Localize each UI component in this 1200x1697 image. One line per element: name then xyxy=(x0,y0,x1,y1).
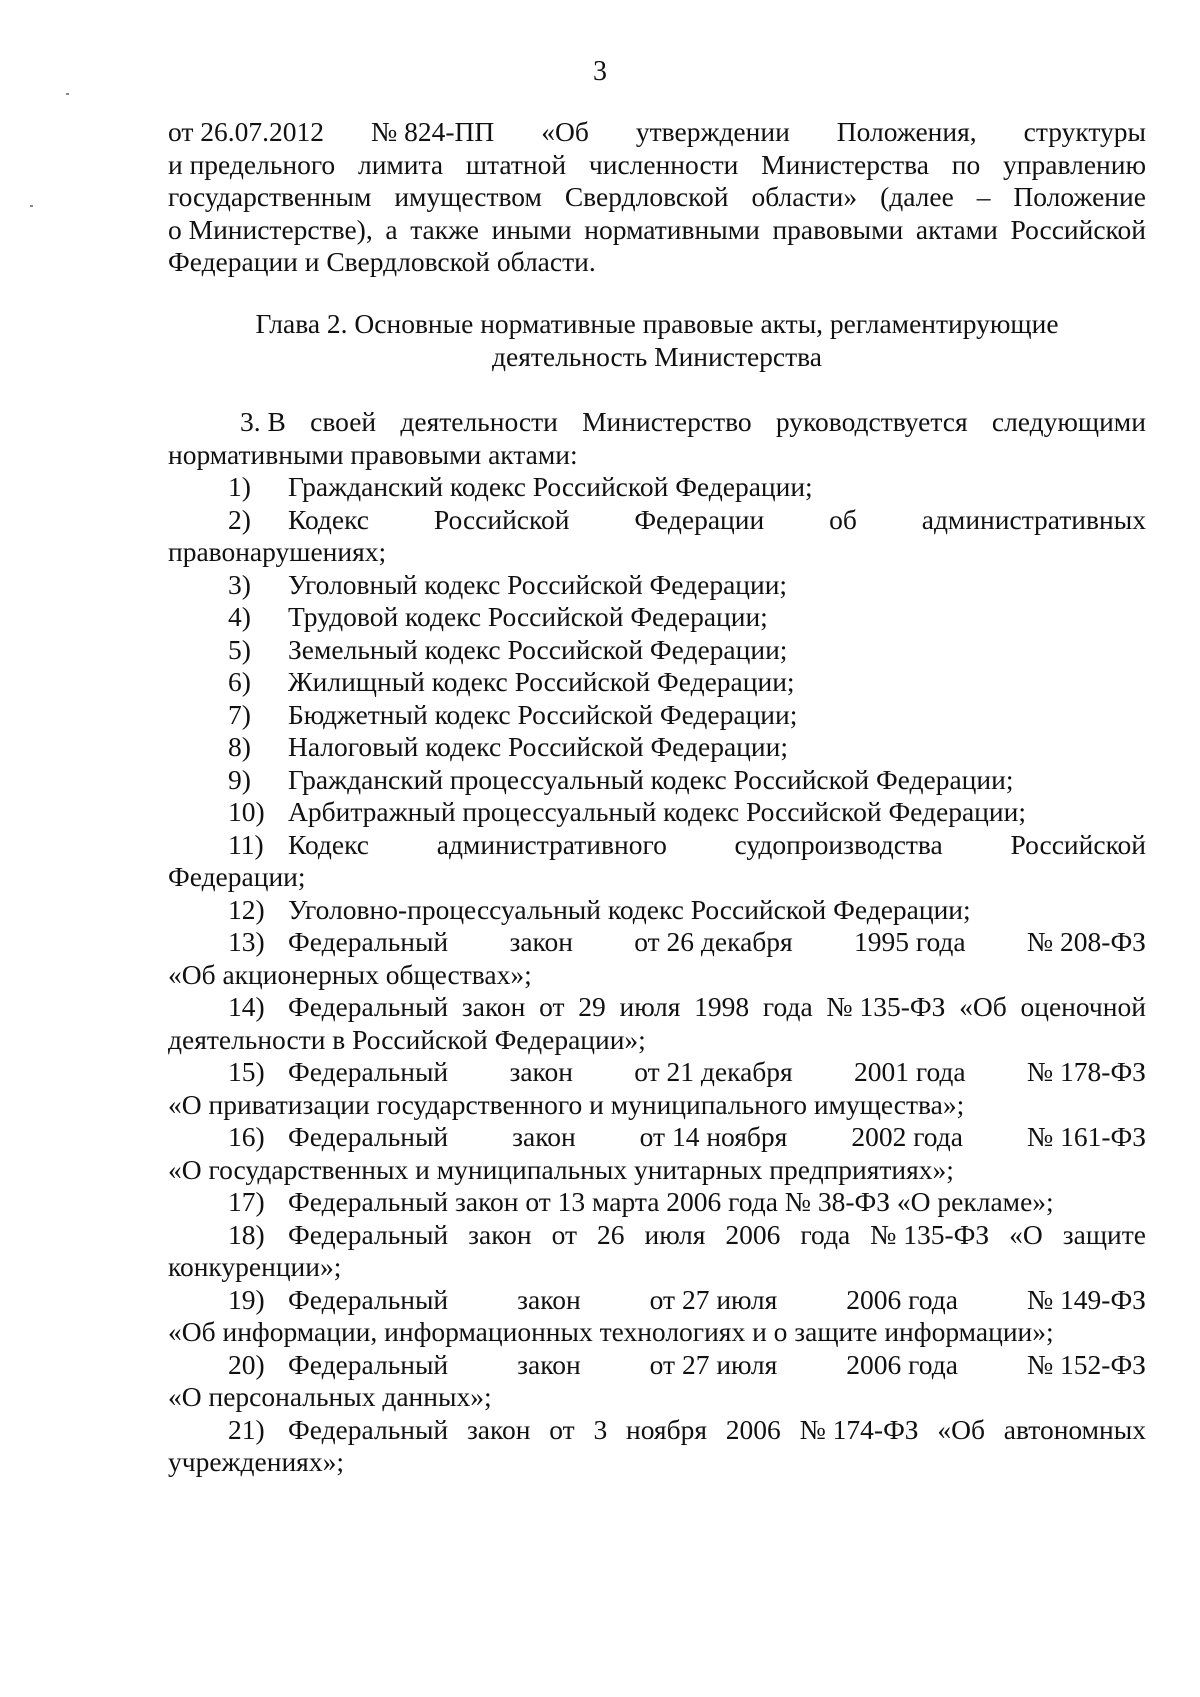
word: Кодекс xyxy=(288,503,370,535)
list-item-text xyxy=(288,1056,1146,1089)
word: от xyxy=(539,991,565,1022)
list-item-text xyxy=(288,1414,1146,1447)
word: Федерации и Свердловской области. xyxy=(168,246,596,277)
word: 2006 xyxy=(725,1413,781,1445)
list-item-text xyxy=(288,1186,1146,1219)
word: 3 xyxy=(593,1413,608,1445)
word: года xyxy=(762,991,813,1022)
word: Арбитражный процессуальный кодекс Российской Федерации; xyxy=(288,796,1026,827)
word: Министерство xyxy=(582,406,752,437)
list-item-first-line xyxy=(168,926,1146,959)
word: Федеральный закон от 13 марта 2006 года № 38-ФЗ «О рекламе»; xyxy=(288,1186,1054,1217)
word: автономных xyxy=(1003,1413,1146,1445)
word: защите xyxy=(1062,1218,1146,1250)
word: Федерации xyxy=(634,503,765,535)
list-item-text xyxy=(288,894,1146,927)
list-item-first-line xyxy=(168,699,1146,732)
list-item-first-line xyxy=(168,601,1146,634)
word: Российской xyxy=(433,503,570,535)
list-item xyxy=(168,894,1146,927)
list-item-continuation: Федерации; xyxy=(168,861,306,892)
chapter-heading-line-2: деятельность Министерства xyxy=(492,340,822,372)
word: года xyxy=(800,1218,851,1250)
list-item-text xyxy=(288,991,1146,1024)
list-item-continuation: «Об акционерных обществах»; xyxy=(168,958,532,990)
list-item-first-line xyxy=(168,894,1146,927)
list-item-text xyxy=(288,569,1146,602)
list-item xyxy=(168,1186,1146,1219)
list-item xyxy=(168,1056,1146,1121)
word: административных xyxy=(921,503,1146,535)
list-item xyxy=(168,666,1146,699)
word: Гражданский кодекс Российской Федерации; xyxy=(288,471,813,502)
list-item xyxy=(168,699,1146,732)
word: 26 xyxy=(597,1218,625,1250)
word: № 174-ФЗ xyxy=(799,1413,919,1445)
list-item-text xyxy=(288,764,1146,797)
list-item-first-line xyxy=(168,1349,1146,1382)
list-item-continuation: конкуренции»; xyxy=(168,1251,342,1282)
text-line xyxy=(168,246,1146,279)
text-line xyxy=(240,406,1146,439)
word: по xyxy=(951,148,981,180)
word: 3. В xyxy=(240,406,286,437)
word: «О xyxy=(1009,1218,1043,1250)
list-item-number: 6) xyxy=(228,666,251,697)
list-item-text xyxy=(288,1219,1146,1252)
list-item-text xyxy=(288,471,1146,504)
word: области» xyxy=(751,181,858,212)
word: № 135-ФЗ xyxy=(826,991,946,1022)
list-item-first-line xyxy=(168,1056,1146,1089)
list-item-first-line xyxy=(168,829,1146,862)
list-item-number: 19) xyxy=(228,1283,265,1315)
word: об xyxy=(829,503,857,535)
word: закон xyxy=(466,1413,531,1445)
list-item-first-line xyxy=(168,471,1146,504)
word: иными xyxy=(491,213,572,245)
list-item-number: 21) xyxy=(228,1413,265,1445)
word: управлению xyxy=(1003,148,1146,180)
list-item-number: 8) xyxy=(228,731,251,762)
word: Федеральный xyxy=(288,926,449,957)
word: Жилищный кодекс Российской Федерации; xyxy=(288,666,795,697)
word: закон xyxy=(517,1348,581,1380)
list-item-number: 1) xyxy=(228,471,251,502)
list-item-number: 7) xyxy=(228,698,251,730)
word: № 824-ПП xyxy=(371,116,495,147)
list-item xyxy=(168,601,1146,634)
word: от 21 декабря xyxy=(634,1056,793,1087)
word: 29 xyxy=(578,991,606,1022)
word: штатной xyxy=(465,148,567,180)
word: ноября xyxy=(625,1413,707,1445)
word: закон xyxy=(509,1056,573,1087)
word: 2006 года xyxy=(846,1283,958,1315)
word: утверждении xyxy=(635,116,790,147)
list-item-first-line xyxy=(168,569,1146,602)
word: июля xyxy=(644,1218,706,1250)
list-item-continuation: «Об информации, информационных технологиях и о защите информации»; xyxy=(168,1316,1054,1347)
word: № 161-ФЗ xyxy=(1026,1121,1146,1152)
list-item-text xyxy=(288,699,1146,732)
list-item-text xyxy=(288,504,1146,537)
list-item-number: 9) xyxy=(228,763,251,795)
word: закон xyxy=(517,1283,581,1315)
word: Российской xyxy=(1010,828,1146,860)
word: имуществом xyxy=(394,181,542,212)
word: административного xyxy=(436,828,667,860)
word: от 26 декабря xyxy=(634,926,793,957)
word: 2002 года xyxy=(851,1121,963,1152)
word: структуры xyxy=(1023,116,1146,147)
word: закон xyxy=(468,1218,532,1250)
lead-paragraph xyxy=(168,406,1146,471)
word: закон xyxy=(509,926,573,957)
list-item-number: 16) xyxy=(228,1121,265,1152)
list-item-number: 20) xyxy=(228,1348,265,1380)
list-item-text xyxy=(288,634,1146,667)
list-item-text xyxy=(288,601,1146,634)
word: актами xyxy=(915,213,998,245)
list-item xyxy=(168,471,1146,504)
list-item-continuation: «О приватизации государственного и муниципального имущества»; xyxy=(168,1088,965,1120)
list-item-number: 15) xyxy=(228,1056,265,1087)
word: закон xyxy=(461,991,526,1022)
list-item-number: 11) xyxy=(228,828,264,860)
list-item xyxy=(168,991,1146,1056)
word: руководствуется xyxy=(775,406,968,437)
word: Российской xyxy=(1010,213,1146,245)
text-line xyxy=(168,116,1146,149)
word: Федеральный xyxy=(288,991,449,1022)
word: от 14 ноября xyxy=(639,1121,788,1152)
list-item-text xyxy=(288,1349,1146,1382)
list-item-first-line xyxy=(168,634,1146,667)
word: Гражданский процессуальный кодекс Российской Федерации; xyxy=(288,763,1014,795)
word: нормативными xyxy=(584,213,760,245)
list-item xyxy=(168,926,1146,991)
list-item xyxy=(168,634,1146,667)
list-item xyxy=(168,1284,1146,1349)
list-item-number: 13) xyxy=(228,926,265,957)
word: Федеральный xyxy=(288,1348,449,1380)
word: от 27 июля xyxy=(649,1348,778,1380)
word: 1995 года xyxy=(853,926,966,957)
lead-line xyxy=(168,406,1146,439)
text-line xyxy=(168,214,1146,247)
word: Земельный кодекс Российской Федерации; xyxy=(288,633,788,665)
word: правовыми xyxy=(772,213,904,245)
list-item-first-line xyxy=(168,1414,1146,1447)
word: 1998 xyxy=(694,991,750,1022)
word: Федеральный xyxy=(288,1283,449,1315)
word: № 149-ФЗ xyxy=(1026,1283,1146,1315)
word: оценочной xyxy=(1020,991,1146,1022)
word: № 178-ФЗ xyxy=(1026,1056,1146,1087)
word: нормативными правовыми актами: xyxy=(168,438,578,470)
list-item-first-line xyxy=(168,731,1146,764)
word: государственным xyxy=(168,181,372,212)
list-item-number: 17) xyxy=(228,1186,265,1217)
list-item xyxy=(168,1219,1146,1284)
word: Кодекс xyxy=(288,828,370,860)
word: Федеральный xyxy=(288,1413,449,1445)
legal-acts-list xyxy=(168,406,1146,1479)
word: № 208-ФЗ xyxy=(1026,926,1146,957)
word: от 26.07.2012 xyxy=(168,116,325,147)
text-line xyxy=(168,439,1146,472)
list-item-number: 14) xyxy=(228,991,265,1022)
list-item-text xyxy=(288,1121,1146,1154)
word: а xyxy=(385,213,398,245)
lead-line xyxy=(168,439,1146,472)
list-item-first-line xyxy=(168,504,1146,537)
word: Уголовный кодекс Российской Федерации; xyxy=(288,568,788,600)
list-item xyxy=(168,1414,1146,1479)
word: Федеральный xyxy=(288,1056,449,1087)
word: численности xyxy=(588,148,739,180)
list-item-first-line xyxy=(168,1121,1146,1154)
word: лимита xyxy=(357,148,444,180)
word: № 135-ФЗ xyxy=(870,1218,990,1250)
list-item-number: 2) xyxy=(228,503,251,535)
list-item-text xyxy=(288,666,1146,699)
list-item xyxy=(168,796,1146,829)
list-item-first-line xyxy=(168,796,1146,829)
list-item-first-line xyxy=(168,1284,1146,1317)
list-item-text xyxy=(288,1284,1146,1317)
word: Министерства xyxy=(761,148,930,180)
list-item-first-line xyxy=(168,666,1146,699)
word: Федеральный xyxy=(288,1121,449,1152)
chapter-heading-line-1: Глава 2. Основные нормативные правовые акты, регламентирующие xyxy=(255,308,1059,339)
word: следующими xyxy=(991,406,1146,437)
word: Федеральный xyxy=(288,1218,449,1250)
list-item xyxy=(168,1121,1146,1186)
list-item-number: 18) xyxy=(228,1218,265,1250)
word: «Об xyxy=(541,116,589,147)
list-item-first-line xyxy=(168,1219,1146,1252)
word: и предельного xyxy=(168,148,336,180)
list-item xyxy=(168,569,1146,602)
list-item-first-line xyxy=(168,764,1146,797)
list-item-first-line xyxy=(168,1186,1146,1219)
word: Положение xyxy=(1013,181,1146,212)
word: «Об xyxy=(959,991,1007,1022)
list-item-number: 10) xyxy=(228,796,265,827)
word: – xyxy=(976,181,991,212)
text-line xyxy=(168,181,1146,214)
word: о Министерстве), xyxy=(168,213,373,245)
list-item xyxy=(168,731,1146,764)
list-item-number: 12) xyxy=(228,893,265,925)
list-item-continuation: «О персональных данных»; xyxy=(168,1381,492,1412)
word: Свердловской xyxy=(564,181,729,212)
word: от xyxy=(549,1413,575,1445)
list-item-number: 4) xyxy=(228,601,251,632)
word: 2006 xyxy=(725,1218,781,1250)
word: деятельности xyxy=(400,406,558,437)
word: Положения, xyxy=(836,116,977,147)
list-item-text xyxy=(288,829,1146,862)
word: Налоговый кодекс Российской Федерации; xyxy=(288,731,788,762)
word: закон xyxy=(512,1121,576,1152)
list-item-continuation: учреждениях»; xyxy=(168,1446,344,1477)
text-line xyxy=(168,149,1146,182)
list-item-number: 3) xyxy=(228,568,251,600)
list-item-text xyxy=(288,731,1146,764)
list-item-continuation: правонарушениях; xyxy=(168,536,387,567)
word: Уголовно-процессуальный кодекс Российской Федерации; xyxy=(288,893,971,925)
list-item xyxy=(168,1349,1146,1414)
word: 2006 года xyxy=(846,1348,958,1380)
list-item-continuation: «О государственных и муниципальных унитарных предприятиях»; xyxy=(168,1153,954,1185)
page-number: 3 xyxy=(593,56,607,87)
word: Трудовой кодекс Российской Федерации; xyxy=(288,601,768,632)
chapter-heading xyxy=(168,308,1146,373)
list-item-text xyxy=(288,926,1146,959)
list-item-continuation: деятельности в Российской Федерации»; xyxy=(168,1023,646,1055)
word: 2001 года xyxy=(853,1056,966,1087)
list-item-first-line xyxy=(168,991,1146,1024)
scan-speck xyxy=(30,205,33,207)
word: своей xyxy=(310,406,377,437)
word: (далее xyxy=(880,181,954,212)
word: от 27 июля xyxy=(649,1283,778,1315)
scan-speck xyxy=(66,93,69,95)
list-item xyxy=(168,504,1146,569)
word: также xyxy=(410,213,479,245)
word: Бюджетный кодекс Российской Федерации; xyxy=(288,698,798,730)
word: июля xyxy=(619,991,681,1022)
list-item-text xyxy=(288,796,1146,829)
word: «Об xyxy=(937,1413,985,1445)
acts-items xyxy=(168,471,1146,1479)
list-item-number: 5) xyxy=(228,633,251,665)
word: № 152-ФЗ xyxy=(1026,1348,1146,1380)
word: судопроизводства xyxy=(734,828,943,860)
word: от xyxy=(551,1218,578,1250)
list-item xyxy=(168,829,1146,894)
intro-paragraph xyxy=(168,116,1146,279)
list-item xyxy=(168,764,1146,797)
